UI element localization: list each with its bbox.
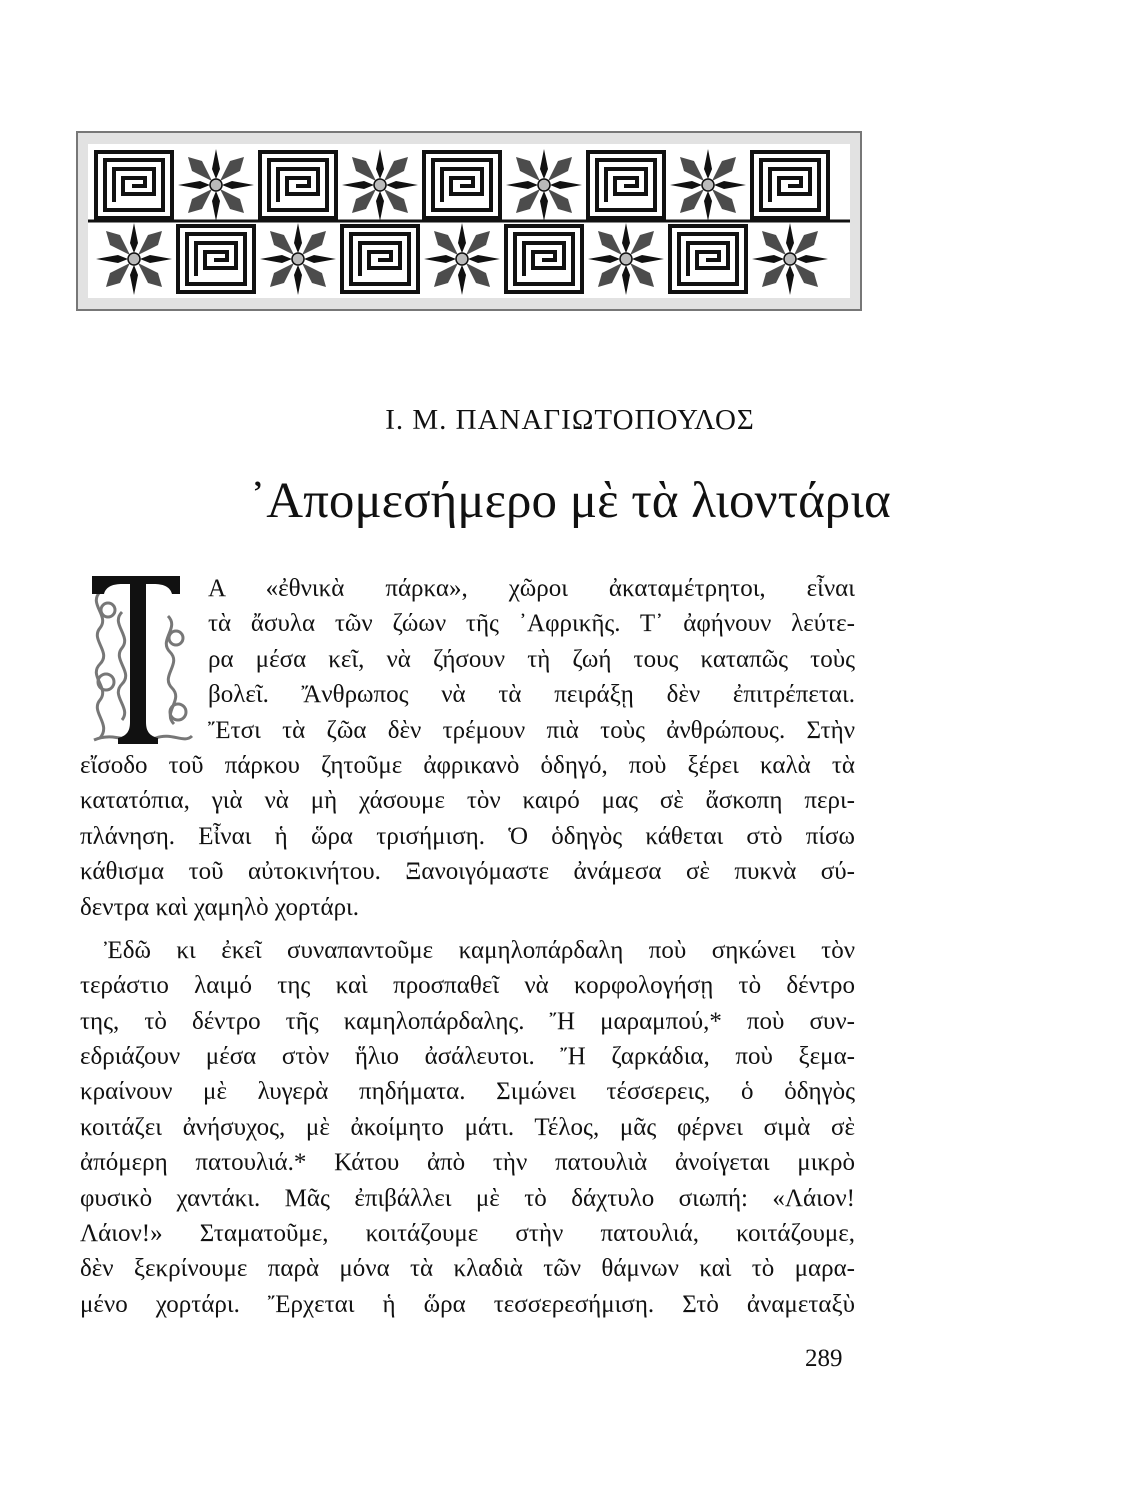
- text-line: βολεῖ. Ἄνθρωπος νὰ τὰ πειράξῃ δὲν ἐπιτρέπεται.: [208, 681, 855, 709]
- text-line: πλάνηση. Εἶναι ἡ ὥρα τρισήμιση. Ὁ ὁδηγὸς κάθεται στὸ πίσω: [80, 822, 855, 850]
- greek-key-border-ornament: [76, 131, 862, 311]
- text-line: Ἐδῶ κι ἐκεῖ συναπαντοῦμε καμηλοπάρδαλη ποὺ σηκώνει τὸν: [104, 936, 855, 964]
- text-line: μένο χορτάρι. Ἔρχεται ἡ ὥρα τεσσερεσήμιση. Στὸ ἀναμεταξὺ: [80, 1290, 855, 1318]
- chapter-title: ᾿Απομεσήμερο μὲ τὰ λιοντάρια: [249, 473, 891, 529]
- text-line: τὰ ἄσυλα τῶν ζώων τῆς ᾿Αφρικῆς. Τ᾿ ἀφήνουν λεύτε-: [208, 610, 855, 638]
- text-line: Α «ἐθνικὰ πάρκα», χῶροι ἀκαταμέτρητοι, εἶναι: [208, 575, 855, 602]
- author-name: Ι. Μ. ΠΑΝΑΓΙΩΤΟΠΟΥΛΟΣ: [385, 404, 755, 436]
- text-line: κραίνουν μὲ λυγερὰ πηδήματα. Σιμώνει τέσσερεις, ὁ ὁδηγὸς: [80, 1078, 855, 1106]
- text-line: φυσικὸ χαντάκι. Μᾶς ἐπιβάλλει μὲ τὸ δάχτυλο σιωπή: «Λάιον!: [80, 1184, 855, 1212]
- text-line: δὲν ξεκρίνουμε παρὰ μόνα τὰ κλαδιὰ τῶν θάμνων καὶ τὸ μαρα-: [80, 1255, 855, 1283]
- text-line: Ἔτσι τὰ ζῶα δὲν τρέμουν πιὰ τοὺς ἀνθρώπους. Στὴν: [208, 716, 855, 744]
- text-line: δεντρα καὶ χαμηλὸ χορτάρι.: [80, 893, 360, 921]
- text-line: εδριάζουν μέσα στὸν ἥλιο ἀσάλευτοι. Ἤ ζαρκάδια, ποὺ ξεμα-: [80, 1043, 855, 1071]
- text-line: ἀπόμερη πατουλιά.* Κάτου ἀπὸ τὴν πατουλιὰ ἀνοίγεται μικρὸ: [80, 1149, 855, 1177]
- text-line: της, τὸ δέντρο τῆς καμηλοπάρδαλης. Ἤ μαραμπού,* ποὺ συν-: [80, 1007, 855, 1035]
- text-line: τεράστιο λαιμό της καὶ προσπαθεῖ νὰ κορφολογήσῃ τὸ δέντρο: [80, 972, 855, 1000]
- text-line: ρα μέσα κεῖ, νὰ ζήσουν τὴ ζωή τους καταπῶς τοὺς: [208, 645, 855, 673]
- text-line: κοιτάζει ἀνήσυχος, μὲ ἀκοίμητο μάτι. Τέλος, μᾶς φέρνει σιμὰ σὲ: [80, 1113, 855, 1141]
- page-number: 289: [805, 1345, 843, 1372]
- text-line: εἴσοδο τοῦ πάρκου ζητοῦμε ἀφρικανὸ ὁδηγό, ποὺ ξέρει καλὰ τὰ: [80, 751, 855, 779]
- body-text: [80, 571, 855, 1322]
- text-line: Λάιον!» Σταματοῦμε, κοιτάζουμε στὴν πατουλιά, κοιτάζουμε,: [80, 1220, 855, 1248]
- text-line: κάθισμα τοῦ αὐτοκινήτου. Ξανοιγόμαστε ἀνάμεσα σὲ πυκνὰ σύ-: [80, 858, 855, 886]
- text-line: κατατόπια, γιὰ νὰ μὴ χάσουμε τὸν καιρό μας σὲ ἄσκοπη περι-: [80, 787, 855, 815]
